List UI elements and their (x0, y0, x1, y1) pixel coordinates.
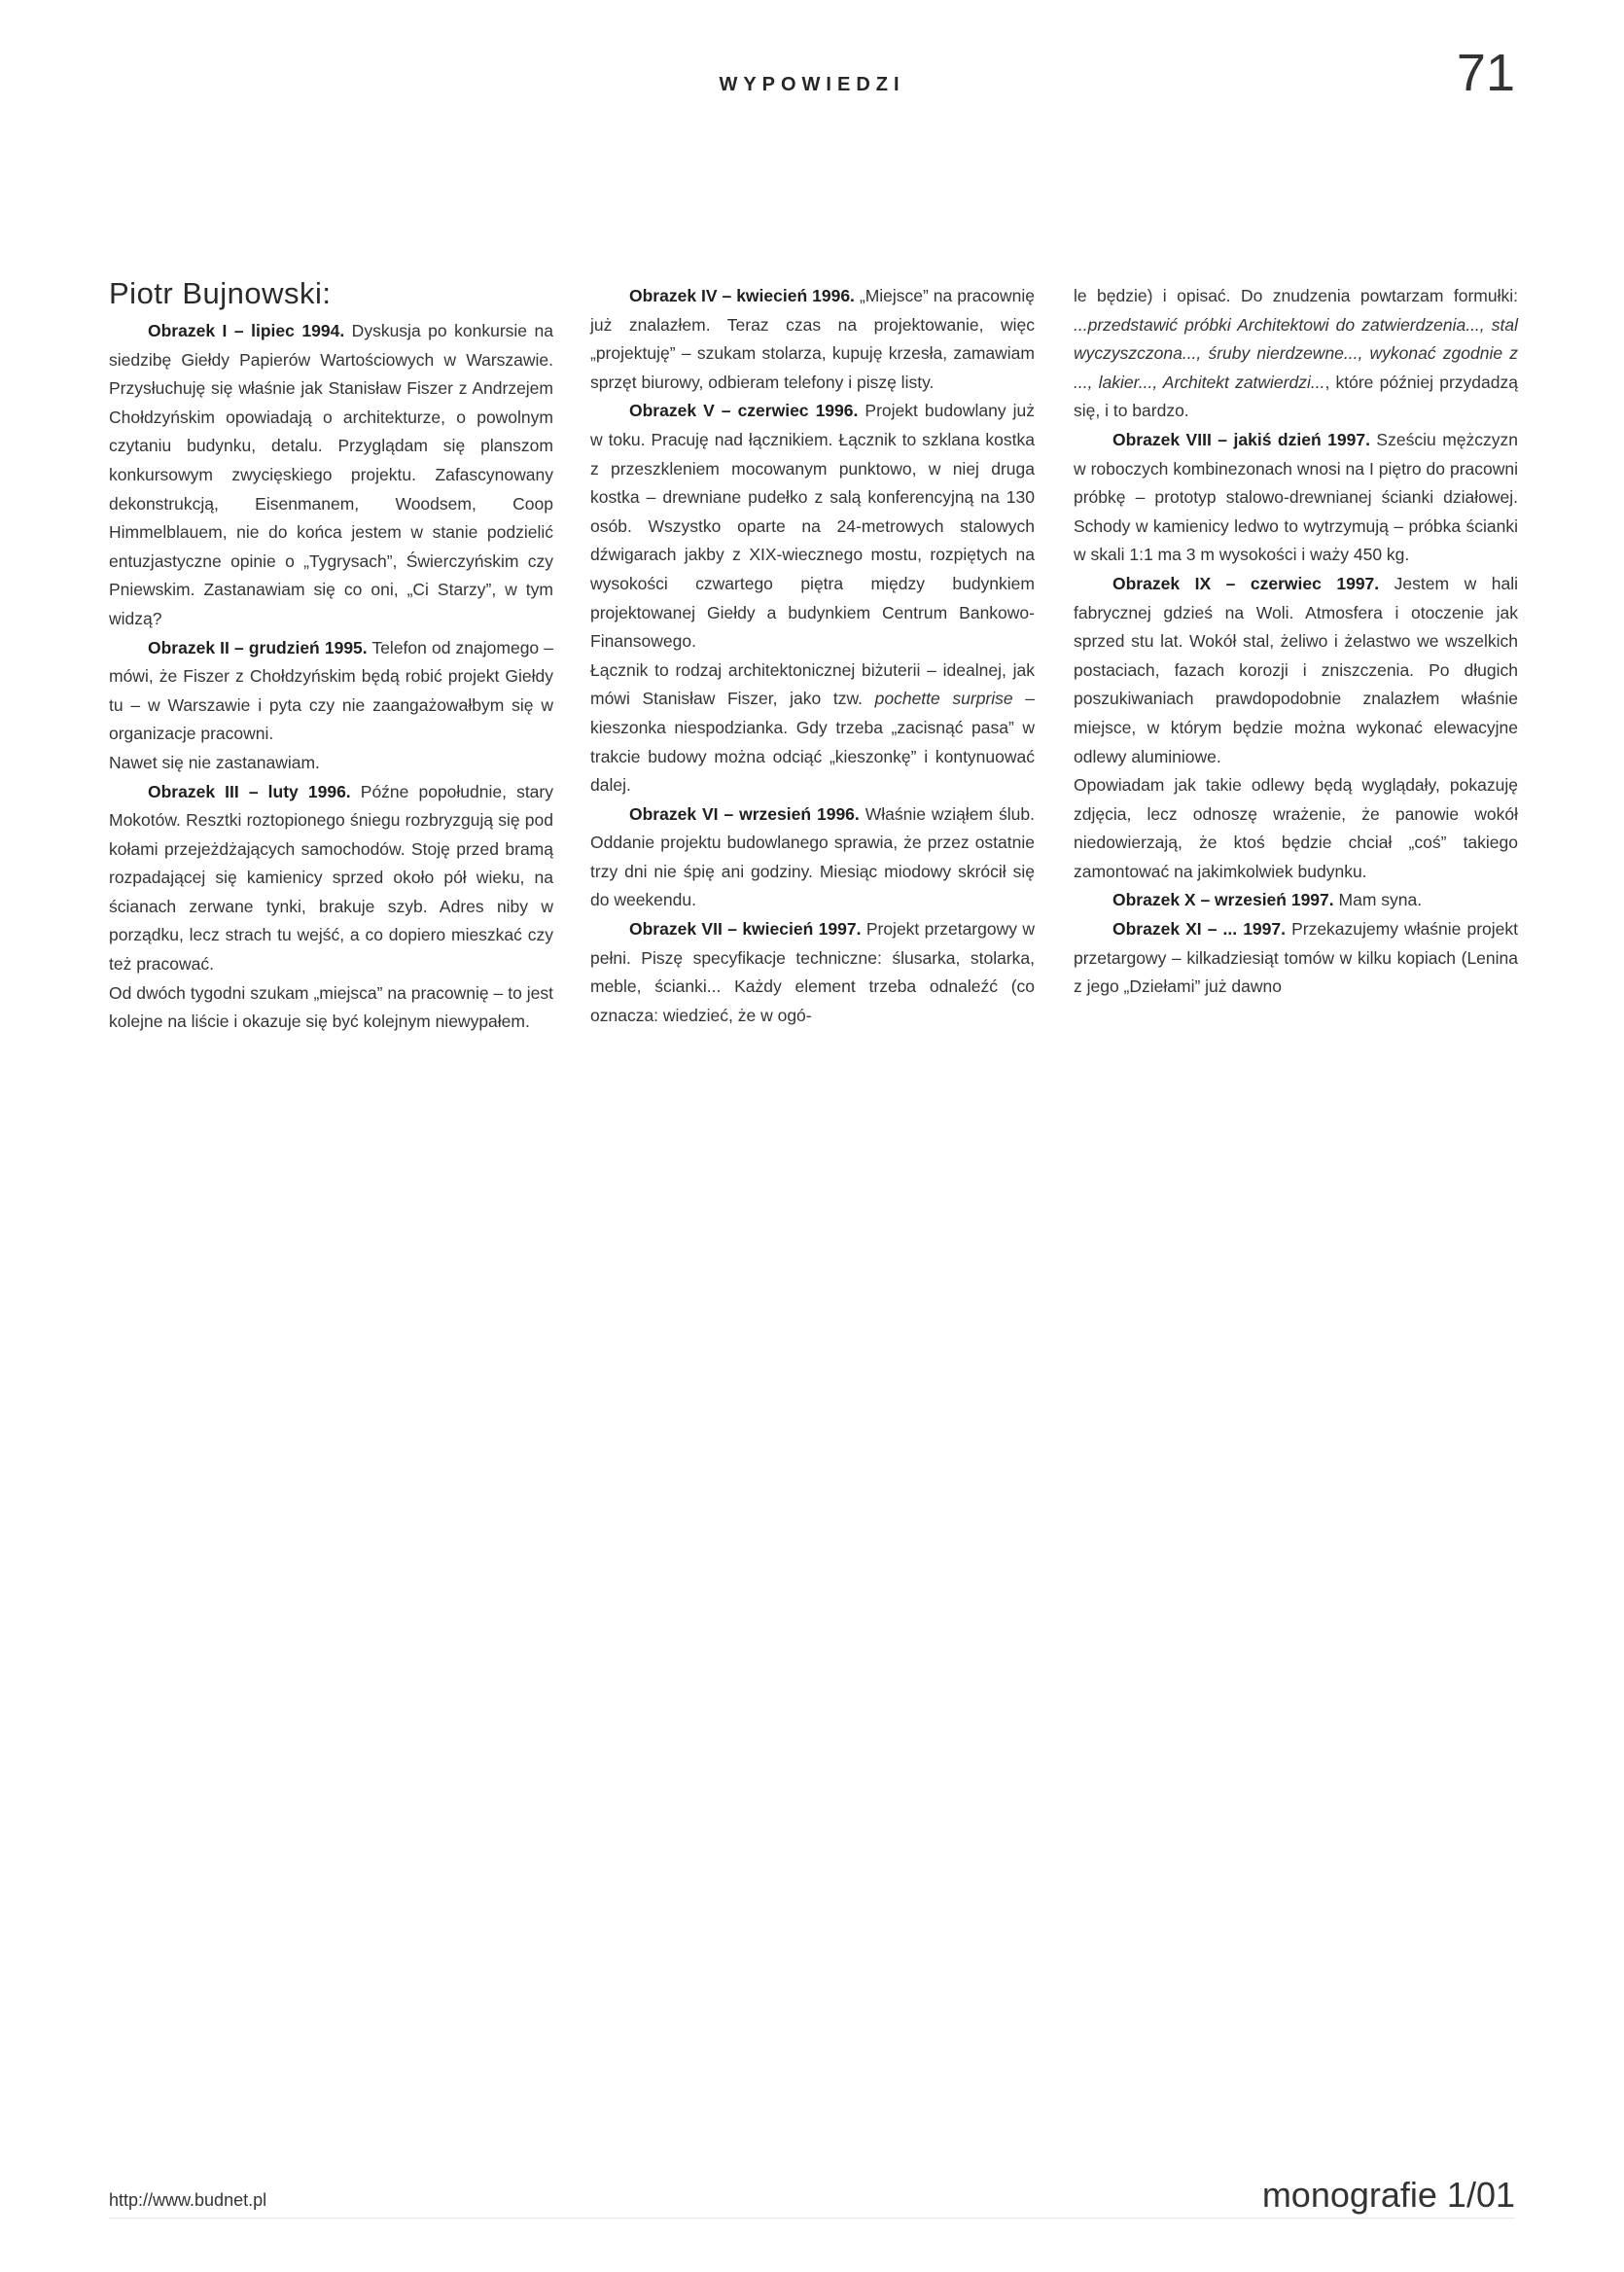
paragraph-text: Późne popołudnie, stary Mokotów. Resztki roztopionego śniegu rozbryzgują się pod kołami przejeżdżających samochodów. Stoję przed bramą rozpadającej się kamienicy sprzed około pół wieku, na ścianach zerwane tynki, brakuje szyb. Adres niby w porządku, lecz strach tu wejść, a co dopiero mieszkać czy też pracować. (109, 781, 553, 975)
paragraph-lead: Obrazek XI – ... 1997. (1112, 919, 1286, 940)
paragraph-emphasis: ...przedstawić próbki Architektowi do zatwierdzenia..., stal wyczyszczona..., śruby nierdzewne..., wykonać zgodnie z ..., lakier..., Architekt zatwierdzi... (1074, 314, 1518, 392)
col1-paragraphs (109, 317, 553, 1037)
paragraph-lead: Obrazek VII – kwiecień 1997. (629, 919, 862, 940)
paragraph-lead: Obrazek I – lipiec 1994. (148, 321, 345, 340)
paragraph (109, 317, 553, 634)
paragraph-tail: – kieszonka niespodzianka. Gdy trzeba „zacisnąć pasa” w trakcie budowy można odciąć „kieszonkę” i kontynuować dalej. (590, 689, 1035, 796)
paragraph (590, 657, 1035, 800)
paragraph-text: Projekt budowlany już w toku. Pracuję nad łącznikiem. Łącznik to szklana kostka z przeszkleniem mocowanym punktowo, w niej druga kostka – drewniane pudełko z salą konferencyjną na 130 osób. Wszystko oparte na 24-metrowych stalowych dźwigarach jakby z XIX-wiecznego mostu, rozpiętych na wysokości czwartego piętra między budynkiem projektowanej Giełdy a budynkiem Centrum Bankowo-Finansowego. (590, 401, 1035, 652)
paragraph-emphasis: pochette surprise (874, 689, 1013, 709)
paragraph-text: Przekazujemy właśnie projekt przetargowy – kilkadziesiąt tomów w kilku kopiach (Lenina z jego „Dziełami” już dawno (1074, 919, 1518, 997)
paragraph-text: Mam syna. (1333, 890, 1423, 910)
paragraph-text: Właśnie wziąłem ślub. Oddanie projektu budowlanego sprawia, że przez ostatnie trzy dni nie śpię ani godziny. Miesiąc miodowy skrócił się do weekendu. (590, 803, 1035, 910)
paragraph-tail: , które później przydadzą się, i to bardzo. (1074, 372, 1518, 421)
page-number: 71 (1456, 44, 1515, 102)
paragraph-text: Od dwóch tygodni szukam „miejsca” na pracownię – to jest kolejne na liście i okazuje się być kolejnym niewypałem. (109, 982, 553, 1032)
col3-paragraphs (1074, 282, 1518, 1002)
paragraph-text: Telefon od znajomego – mówi, że Fiszer z Chołdzyńskim będą robić projekt Giełdy tu – w Warszawie i pyta czy nie zaangażowałbym się w organizacje pracowni. (109, 637, 554, 744)
paragraph (109, 979, 553, 1037)
text-column-2 (590, 282, 1035, 1030)
paragraph-lead: Obrazek V – czerwiec 1996. (629, 401, 859, 421)
paragraph-text: Nawet się nie zastanawiam. (109, 752, 320, 772)
paragraph (1074, 570, 1518, 771)
footer-url[interactable]: http://www.budnet.pl (109, 2190, 267, 2210)
paragraph (590, 915, 1035, 1030)
paragraph-lead: Obrazek VIII – jakiś dzień 1997. (1112, 429, 1370, 449)
paragraph-lead: Obrazek VI – wrzesień 1996. (629, 803, 860, 824)
paragraph-text: „Miejsce” na pracownię już znalazłem. Teraz czas na projektowanie, więc „projektuję” – szukam stolarza, kupuję krzesła, zamawiam sprzęt biurowy, odbieram telefony i piszę listy. (590, 286, 1036, 392)
paragraph (109, 634, 553, 749)
col2-paragraphs (590, 282, 1035, 1030)
paragraph-lead: Obrazek IV – kwiecień 1996. (629, 286, 855, 305)
paragraph (590, 282, 1035, 397)
text-column-3 (1074, 282, 1518, 1002)
paragraph-text: le będzie) i opisać. Do znudzenia powtarzam formułki: (1074, 286, 1518, 305)
paragraph (1074, 886, 1518, 915)
paragraph-text: Opowiadam jak takie odlewy będą wyglądały, pokazuję zdjęcia, lecz odnoszę wrażenie, że panowie wokół niedowierzają, że ktoś będzie chciał „coś” takiego zamontować na jakimkolwiek budynku. (1074, 775, 1518, 881)
paragraph (1074, 426, 1518, 570)
paragraph (1074, 282, 1518, 426)
paragraph (1074, 915, 1518, 1002)
paragraph-lead: Obrazek IX – czerwiec 1997. (1112, 573, 1380, 593)
author-name: Piotr Bujnowski: (109, 276, 332, 310)
paragraph (1074, 771, 1518, 886)
section-header: WYPOWIEDZI (719, 74, 905, 95)
paragraph-text: Łącznik to rodzaj architektonicznej biżuterii – idealnej, jak mówi Stanisław Fiszer, jako tzw. (590, 659, 1035, 709)
paragraph-text: Dyskusja po konkursie na siedzibę Giełdy Papierów Wartościowych w Warszawie. Przysłuchuję się właśnie jak Stanisław Fiszer z Andrzejem Chołdzyńskim opowiadają o architekturze, o powolnym czytaniu budynku, detalu. Przyglądam się planszom konkursowym zwycięskiego projektu. Zafascynowany dekonstrukcją, Eisenmanem, Woodsem, Coop Himmelblauem, nie do końca jestem w stanie podzielić entuzjastyczne opinie o „Tygrysach”, Świerczyńskim czy Pniewskim. Zastanawiam się co oni, „Ci Starzy”, w tym widzą? (109, 321, 553, 628)
paragraph-lead: Obrazek X – wrzesień 1997. (1112, 890, 1334, 910)
paragraph-lead: Obrazek II – grudzień 1995. (148, 637, 368, 657)
footer-issue: monografie 1/01 (1261, 2175, 1515, 2215)
paragraph (109, 749, 553, 778)
paragraph-text: Jestem w hali fabrycznej gdzieś na Woli. Atmosfera i otoczenie jak sprzed stu lat. Wokół stal, żeliwo i żelastwo we wszelkich postaciach, fazach korozji i zniszczenia. Po długich poszukiwaniach prawdopodobnie znalazłem właśnie miejsce, w którym będzie można wykonać elewacyjne odlewy aluminiowe. (1074, 573, 1518, 766)
paragraph-lead: Obrazek III – luty 1996. (148, 781, 351, 801)
footer-rule (109, 2218, 1515, 2219)
paragraph-text: Projekt przetargowy w pełni. Piszę specyfikacje techniczne: ślusarka, stolarka, meble, ścianki... Każdy element trzeba odnaleźć (co oznacza: wiedzieć, że w ogó- (590, 919, 1036, 1025)
paragraph (590, 397, 1035, 656)
text-column-1 (109, 274, 553, 1037)
paragraph (109, 778, 553, 979)
paragraph-text: Sześciu mężczyzn w roboczych kombinezonach wnosi na I piętro do pracowni próbkę – prototyp stalowo-drewnianej ścianki działowej. Schody w kamienicy ledwo to wytrzymują – próbka ścianki w skali 1:1 ma 3 m wysokości i waży 450 kg. (1074, 429, 1518, 565)
paragraph (590, 800, 1035, 915)
